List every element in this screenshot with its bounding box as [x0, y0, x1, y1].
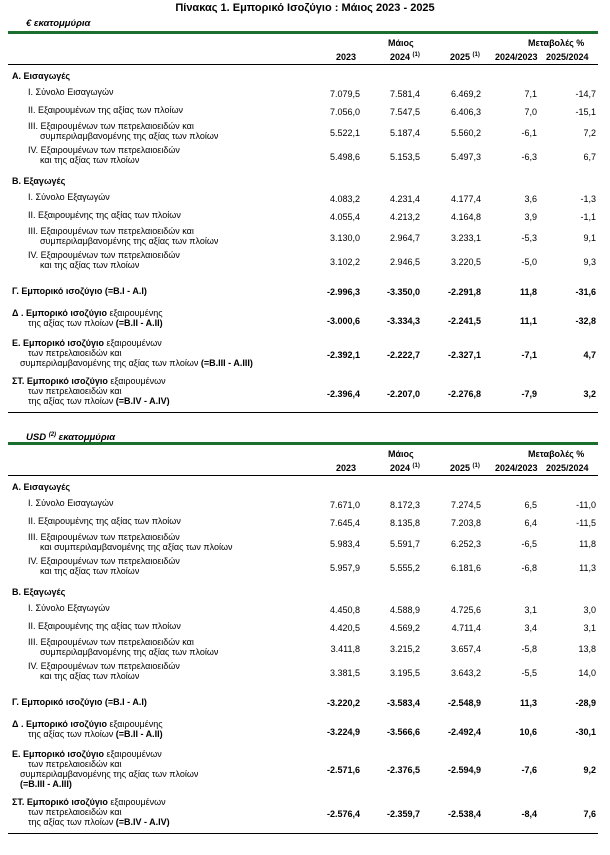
cell-2024: 8.135,8 — [389, 518, 420, 528]
cell-2025: 3.643,2 — [450, 668, 481, 678]
balance-row: Γ. Εμπορικό ισοζύγιο (=B.I - A.I) -2.996,3 -3.350,0 -2.291,8 11,8 -31,6 — [12, 286, 596, 297]
cell-2024: -3.350,0 — [386, 287, 420, 297]
cell-change-25-24: -30,1 — [575, 727, 596, 737]
cell-change-24-23: 3,9 — [524, 212, 537, 222]
cell-change-24-23: -7,6 — [521, 765, 537, 775]
cell-change-25-24: 3,1 — [583, 623, 596, 633]
cell-2025: 4.711,4 — [451, 623, 481, 633]
cell-change-24-23: -6,8 — [521, 563, 537, 573]
cell-2023: 5.522,1 — [329, 128, 360, 138]
cell-2025: 4.177,4 — [450, 194, 481, 204]
cell-2025: 6.252,3 — [450, 539, 481, 549]
cell-change-24-23: 6,5 — [524, 500, 537, 510]
cell-2025: 3.657,4 — [450, 644, 481, 654]
cell-2023: 7.079,5 — [329, 89, 360, 99]
cell-change-25-24: 11,8 — [579, 539, 596, 549]
cell-change-24-23: -6,1 — [521, 128, 537, 138]
cell-change-24-23: 3,4 — [524, 623, 537, 633]
cell-change-25-24: -1,1 — [580, 212, 596, 222]
cell-change-24-23: 3,1 — [524, 605, 537, 615]
cell-2024: 5.187,4 — [389, 128, 420, 138]
cell-2023: -3.000,6 — [326, 316, 360, 326]
exports-group: Β. Εξαγωγές — [12, 587, 66, 597]
cell-2025: -2.327,1 — [447, 350, 481, 360]
cell-change-25-24: -28,9 — [575, 698, 596, 708]
cell-2024: 7.581,4 — [389, 89, 420, 99]
cell-change-25-24: -31,6 — [575, 287, 596, 297]
cell-2025: 6.181,6 — [450, 563, 481, 573]
cell-change-24-23: -5,0 — [521, 257, 537, 267]
cell-change-25-24: 9,2 — [583, 765, 596, 775]
cell-2025: 5.560,2 — [450, 128, 481, 138]
cell-2024: -2.207,0 — [386, 389, 420, 399]
cell-2023: -2.571,6 — [326, 765, 360, 775]
month-header: Μάιος — [388, 449, 414, 459]
col-2024: 2024 $^{(1)}$ — [390, 52, 420, 62]
cell-2025: -2.241,5 — [447, 316, 481, 326]
cell-change-25-24: 13,8 — [578, 644, 596, 654]
table-header — [8, 445, 598, 476]
cell-2025: 4.164,8 — [450, 212, 481, 222]
cell-2024: 4.231,4 — [389, 194, 420, 204]
cell-change-24-23: 3,6 — [524, 194, 537, 204]
table-row: I. Σύνολο Εισαγωγών 7.079,5 7.581,4 6.469,2 7,1 -14,7 — [28, 87, 596, 99]
cell-change-25-24: 4,7 — [583, 350, 596, 360]
col-2024-2023: 2024/2023 — [495, 52, 538, 62]
cell-2025: -2.548,9 — [447, 698, 481, 708]
cell-2024: -2.222,7 — [386, 350, 420, 360]
cell-2023: 4.450,8 — [329, 605, 360, 615]
cell-change-25-24: 11,3 — [579, 563, 596, 573]
cell-change-24-23: -5,3 — [521, 233, 537, 243]
cell-2025: -2.291,8 — [447, 287, 481, 297]
cell-2025: -2.492,4 — [447, 727, 481, 737]
usd-unit-label: USD $^{(2)}$ εκατομμύρια — [26, 432, 116, 444]
cell-2024: -3.566,6 — [386, 727, 420, 737]
cell-2025: 7.203,8 — [450, 518, 481, 528]
cell-2023: -2.396,4 — [326, 389, 360, 399]
cell-2024: 8.172,3 — [389, 500, 420, 510]
col-2023: 2023 — [336, 52, 357, 62]
cell-2023: 7.645,4 — [329, 518, 360, 528]
cell-2023: 3.130,0 — [329, 233, 360, 243]
table-row: II. Εξαιρουμένων της αξίας των πλοίων 7.056,0 7.547,5 6.406,3 7,0 -15,1 — [28, 105, 596, 117]
col-2023: 2023 — [336, 463, 357, 473]
cell-change-25-24: 9,3 — [583, 257, 596, 267]
cell-2023: 5.498,6 — [329, 152, 360, 162]
cell-change-25-24: 3,0 — [583, 605, 596, 615]
cell-2024: -2.359,7 — [386, 809, 420, 819]
table-row: III. Εξαιρουμένων των πετρελαιοειδών και συμπεριλαμβανομένης της αξίας των πλοίων 5.522,1 5.187,4 5.560,2 -6,1 7,2 — [28, 121, 596, 141]
cell-change-24-23: 7,0 — [524, 107, 537, 117]
cell-change-24-23: 11,1 — [519, 316, 537, 326]
table-title: Πίνακας 1. Εμπορικό Ισοζύγιο : Μάιος 2023 - 2025 — [175, 2, 435, 14]
cell-2023: 5.983,4 — [329, 539, 360, 549]
cell-2023: 3.411,8 — [330, 644, 360, 654]
cell-2024: 4.569,2 — [389, 623, 420, 633]
cell-2023: 5.957,9 — [329, 563, 360, 573]
balance-row: Δ . Εμπορικό ισοζύγιο εξαιρουμένης της αξίας των πλοίων (=B.II - A.II) -3.000,6 -3.334,3 -2.241,5 11,1 -32,8 — [12, 308, 596, 328]
cell-2023: 4.083,2 — [329, 194, 360, 204]
balance-row: ΣΤ. Εμπορικό ισοζύγιο εξαιρουμένων των πετρελαιοειδών και της αξίας των πλοίων (=B.IV - A.IV) -2.576,4 -2.359,7 -2.538,4 -8,4 7,6 — [8, 793, 598, 834]
cell-change-25-24: 9,1 — [583, 233, 596, 243]
cell-2025: 3.233,1 — [450, 233, 481, 243]
table-row: I. Σύνολο Εξαγωγών 4.083,2 4.231,4 4.177,4 3,6 -1,3 — [28, 192, 596, 204]
cell-change-25-24: 7,6 — [583, 809, 596, 819]
cell-change-24-23: -8,4 — [521, 809, 537, 819]
table-row: III. Εξαιρουμένων των πετρελαιοειδών και συμπεριλαμβανομένης της αξίας των πλοίων 3.130,0 2.964,7 3.233,1 -5,3 9,1 — [28, 226, 596, 246]
cell-2025: 6.469,2 — [450, 89, 481, 99]
cell-change-24-23: -5,5 — [521, 668, 537, 678]
cell-change-25-24: -32,8 — [575, 316, 596, 326]
cell-2023: 7.671,0 — [329, 500, 360, 510]
cell-2023: -2.392,1 — [326, 350, 360, 360]
cell-2025: 7.274,5 — [450, 500, 481, 510]
eur-unit-label: € εκατομμύρια — [26, 18, 91, 29]
cell-2024: -3.334,3 — [386, 316, 420, 326]
month-header: Μάιος — [388, 38, 414, 48]
cell-2024: -2.376,5 — [386, 765, 420, 775]
cell-2024: 5.153,5 — [389, 152, 420, 162]
cell-2024: 5.591,7 — [389, 539, 420, 549]
col-2025: 2025 $^{(1)}$ — [450, 52, 480, 62]
cell-2023: 3.102,2 — [329, 257, 360, 267]
cell-change-24-23: -5,8 — [521, 644, 537, 654]
cell-2024: 7.547,5 — [389, 107, 420, 117]
cell-2025: 4.725,6 — [450, 605, 481, 615]
table-row: II. Εξαιρουμένης της αξίας των πλοίων 4.420,5 4.569,2 4.711,4 3,4 3,1 — [28, 621, 596, 633]
cell-2024: 2.946,5 — [389, 257, 420, 267]
col-2025-2024: 2025/2024 — [546, 52, 589, 62]
cell-2025: -2.538,4 — [447, 809, 481, 819]
change-header: Μεταβολές % — [528, 449, 585, 459]
cell-change-25-24: 14,0 — [578, 668, 596, 678]
cell-2023: -2.996,3 — [326, 287, 360, 297]
imports-group: Α. Εισαγωγές — [12, 482, 71, 492]
cell-2025: -2.276,8 — [447, 389, 481, 399]
table-row: IV. Εξαιρουμένων των πετρελαιοειδών και της αξίας των πλοίων 5.498,6 5.153,5 5.497,3 -6,3 6,7 — [28, 145, 596, 165]
cell-change-24-23: 6,4 — [524, 518, 537, 528]
table-row: IV. Εξαιρουμένων των πετρελαιοειδών και της αξίας των πλοίων 3.102,2 2.946,5 3.220,5 -5,0 9,3 — [28, 250, 596, 270]
cell-change-25-24: -1,3 — [580, 194, 596, 204]
cell-2024: 4.213,2 — [389, 212, 420, 222]
cell-2024: 5.555,2 — [389, 563, 420, 573]
cell-change-24-23: 7,1 — [524, 89, 537, 99]
cell-change-24-23: -7,1 — [521, 350, 537, 360]
cell-2023: 4.055,4 — [329, 212, 360, 222]
cell-change-25-24: 3,2 — [583, 389, 596, 399]
cell-2025: -2.594,9 — [447, 765, 481, 775]
table-row: I. Σύνολο Εισαγωγών 7.671,0 8.172,3 7.274,5 6,5 -11,0 — [28, 498, 596, 510]
table-row: III. Εξαιρουμένων των πετρελαιοειδών και συμπεριλαμβανομένης της αξίας των πλοίων 3.411,8 3.215,2 3.657,4 -5,8 13,8 — [28, 637, 596, 657]
cell-2023: 7.056,0 — [329, 107, 360, 117]
eur-section — [8, 17, 598, 413]
balance-row: Γ. Εμπορικό ισοζύγιο (=B.I - A.I) -3.220,2 -3.583,4 -2.548,9 11,3 -28,9 — [12, 697, 596, 708]
balance-row: Ε. Εμπορικό ισοζύγιο εξαιρουμένων των πετρελαιοειδών και συμπεριλαμβανομένης της αξίας των πλοίων (=B.III - A.III) -2.571,6 -2.376,5 -2.594,9 -7,6 9,2 — [12, 749, 596, 789]
table-row: II. Εξαιρουμένης της αξίας των πλοίων 4.055,4 4.213,2 4.164,8 3,9 -1,1 — [28, 210, 596, 222]
cell-change-25-24: 7,2 — [583, 128, 596, 138]
table-header — [8, 34, 598, 65]
cell-2023: 3.381,5 — [329, 668, 360, 678]
change-header: Μεταβολές % — [528, 38, 585, 48]
cell-2023: -3.224,9 — [326, 727, 360, 737]
cell-2024: 3.215,2 — [389, 644, 420, 654]
table-row: IV. Εξαιρουμένων των πετρελαιοειδών και της αξίας των πλοίων 3.381,5 3.195,5 3.643,2 -5,5 14,0 — [28, 661, 596, 681]
cell-2024: -3.583,4 — [386, 698, 420, 708]
table-row: IV. Εξαιρουμένων των πετρελαιοειδών και της αξίας των πλοίων 5.957,9 5.555,2 6.181,6 -6,8 11,3 — [28, 556, 596, 576]
cell-change-25-24: -11,5 — [576, 518, 596, 528]
cell-change-25-24: -14,7 — [575, 89, 596, 99]
col-2025-2024: 2025/2024 — [546, 463, 589, 473]
cell-change-24-23: 11,8 — [519, 287, 537, 297]
table-row: II. Εξαιρουμένης της αξίας των πλοίων 7.645,4 8.135,8 7.203,8 6,4 -11,5 — [28, 516, 596, 528]
cell-change-25-24: -11,0 — [576, 500, 596, 510]
cell-change-24-23: -7,9 — [521, 389, 537, 399]
table-row: III. Εξαιρουμένων των πετρελαιοειδών και συμπεριλαμβανομένης της αξίας των πλοίων 5.983,4 5.591,7 6.252,3 -6,5 11,8 — [28, 532, 596, 552]
cell-2025: 6.406,3 — [450, 107, 481, 117]
cell-2024: 2.964,7 — [389, 233, 420, 243]
cell-change-24-23: 10,6 — [519, 727, 537, 737]
cell-change-24-23: 11,3 — [519, 698, 537, 708]
imports-group: Α. Εισαγωγές — [12, 71, 71, 81]
exports-group: Β. Εξαγωγές — [12, 176, 66, 186]
cell-change-24-23: -6,5 — [521, 539, 537, 549]
cell-change-25-24: -15,1 — [575, 107, 596, 117]
table-row: I. Σύνολο Εξαγωγών 4.450,8 4.588,9 4.725,6 3,1 3,0 — [28, 603, 596, 615]
balance-row: Ε. Εμπορικό ισοζύγιο εξαιρουμένων των πετρελαιοειδών και συμπεριλαμβανομένης της αξίας των πλοίων (=B.III - A.III) -2.392,1 -2.222,7 -2.327,1 -7,1 4,7 — [12, 338, 596, 368]
usd-section — [8, 428, 598, 834]
cell-2025: 5.497,3 — [450, 152, 481, 162]
cell-2023: 4.420,5 — [329, 623, 360, 633]
cell-change-25-24: 6,7 — [583, 152, 596, 162]
balance-row: ΣΤ. Εμπορικό ισοζύγιο εξαιρουμένων των πετρελαιοειδών και της αξίας των πλοίων (=B.IV - A.IV) -2.396,4 -2.207,0 -2.276,8 -7,9 3,2 — [8, 374, 598, 413]
cell-2024: 3.195,5 — [389, 668, 420, 678]
cell-2023: -2.576,4 — [326, 809, 360, 819]
cell-2025: 3.220,5 — [450, 257, 481, 267]
cell-2023: -3.220,2 — [326, 698, 360, 708]
balance-row: Δ . Εμπορικό ισοζύγιο εξαιρουμένης της αξίας των πλοίων (=B.II - A.II) -3.224,9 -3.566,6 -2.492,4 10,6 -30,1 — [12, 719, 596, 739]
col-2025: 2025 $^{(1)}$ — [450, 463, 480, 473]
col-2024: 2024 $^{(1)}$ — [390, 463, 420, 473]
cell-2024: 4.588,9 — [389, 605, 420, 615]
cell-change-24-23: -6,3 — [521, 152, 537, 162]
col-2024-2023: 2024/2023 — [495, 463, 538, 473]
